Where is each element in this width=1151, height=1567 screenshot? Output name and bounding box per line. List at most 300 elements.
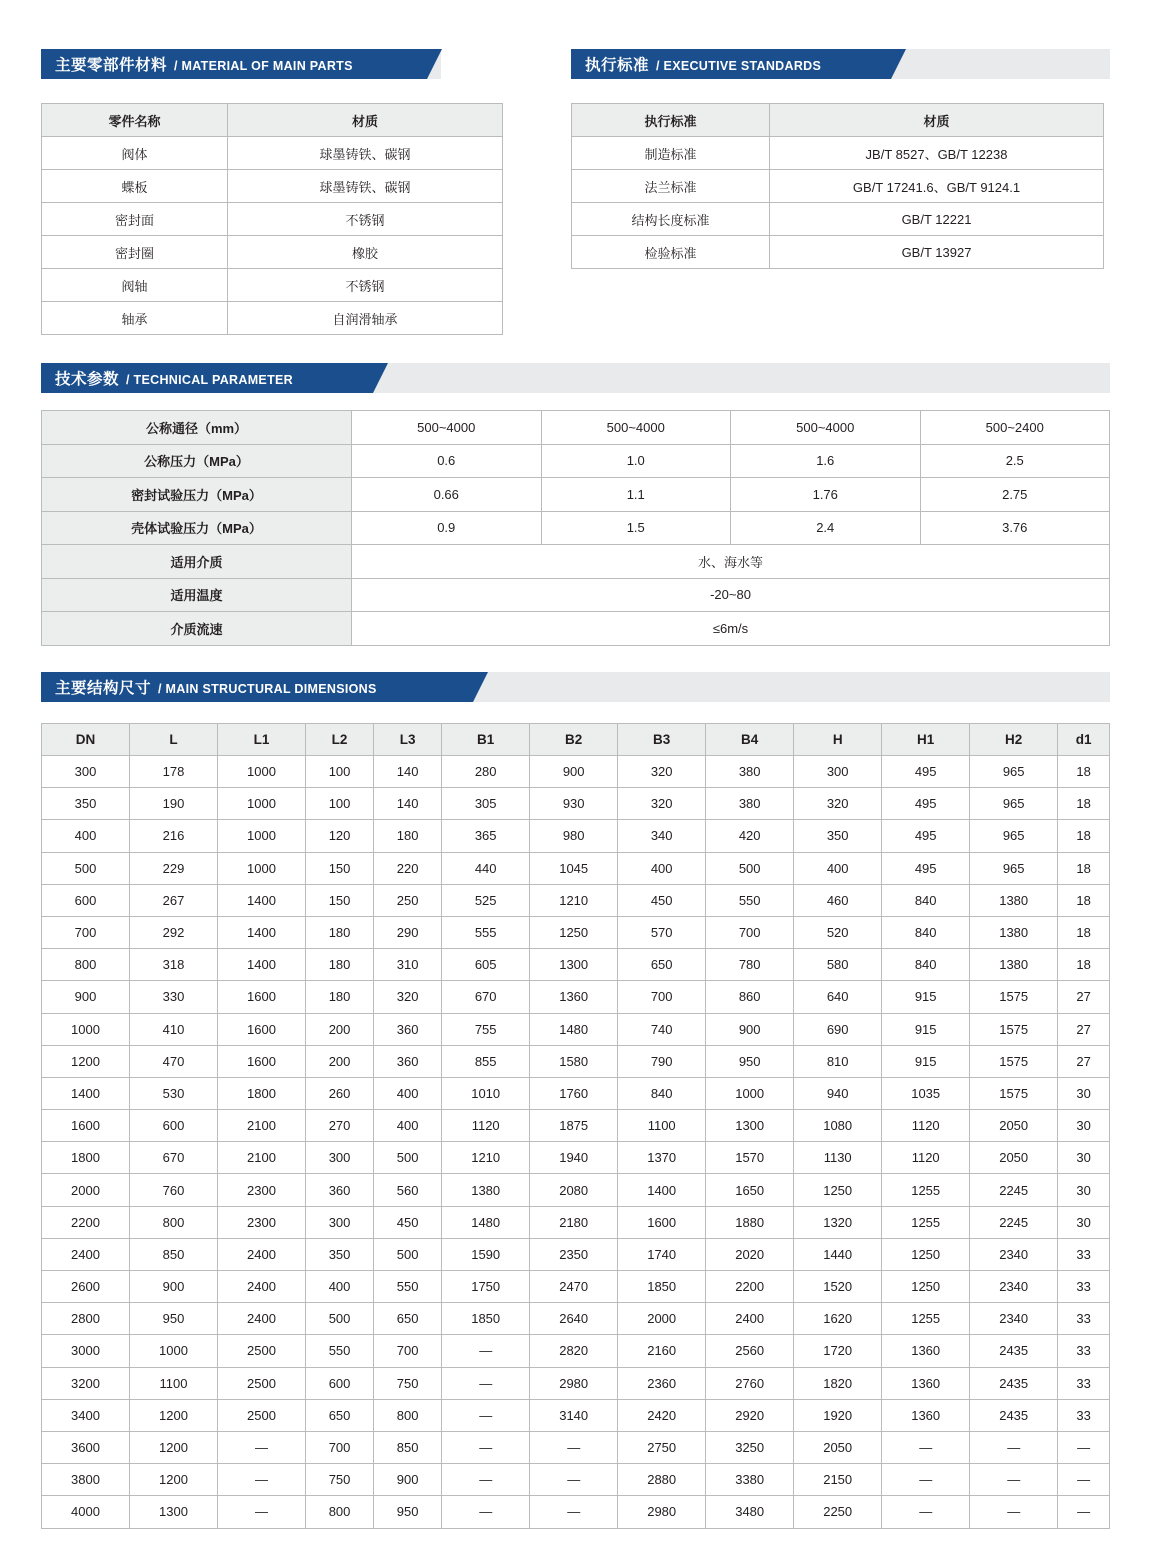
table-header-row: [572, 104, 1104, 137]
cell-dimension: 30: [1058, 1142, 1110, 1174]
table-row: [42, 170, 503, 203]
cell-dimension: 900: [530, 756, 618, 788]
cell-dimension: 530: [130, 1077, 218, 1109]
cell-dimension: —: [530, 1496, 618, 1528]
cell-dimension: —: [442, 1464, 530, 1496]
cell-dimension: 1875: [530, 1110, 618, 1142]
cell-standard-name: 制造标准: [572, 137, 770, 170]
cell-dimension: 1255: [882, 1206, 970, 1238]
cell-value: 0.66: [352, 478, 542, 512]
column-header: L: [130, 724, 218, 756]
cell-dimension: 2050: [794, 1431, 882, 1463]
cell-dimension: —: [218, 1464, 306, 1496]
cell-dimension: 180: [306, 981, 374, 1013]
table-row: [42, 1464, 1110, 1496]
cell-dimension: 2245: [970, 1206, 1058, 1238]
cell-dimension: 365: [442, 820, 530, 852]
cell-dimension: 1600: [218, 1045, 306, 1077]
cell-dimension: 350: [794, 820, 882, 852]
table-row: [42, 916, 1110, 948]
row-label: 公称压力（MPa）: [42, 444, 352, 478]
cell-dimension: 1200: [130, 1431, 218, 1463]
cell-dimension: 460: [794, 884, 882, 916]
column-header: H1: [882, 724, 970, 756]
cell-dimension: 1000: [218, 756, 306, 788]
cell-dimension: 2435: [970, 1399, 1058, 1431]
cell-dimension: 140: [374, 788, 442, 820]
cell-dimension: 2250: [794, 1496, 882, 1528]
column-header: B1: [442, 724, 530, 756]
cell-dimension: 216: [130, 820, 218, 852]
cell-dimension: 740: [618, 1013, 706, 1045]
cell-dimension: 300: [306, 1206, 374, 1238]
cell-dimension: 855: [442, 1045, 530, 1077]
cell-dn: 600: [42, 884, 130, 916]
cell-dimension: 2500: [218, 1399, 306, 1431]
cell-dn: 3600: [42, 1431, 130, 1463]
cell-dimension: 1360: [882, 1399, 970, 1431]
cell-dimension: 1250: [882, 1238, 970, 1270]
cell-dimension: 700: [306, 1431, 374, 1463]
table-row: [42, 1077, 1110, 1109]
cell-value-merged: 水、海水等: [352, 545, 1110, 579]
cell-dimension: 360: [374, 1013, 442, 1045]
cell-dimension: 1940: [530, 1142, 618, 1174]
cell-dimension: 320: [618, 788, 706, 820]
column-header: L3: [374, 724, 442, 756]
cell-dimension: 2400: [218, 1271, 306, 1303]
cell-material: 不锈钢: [228, 203, 503, 236]
cell-dimension: 220: [374, 852, 442, 884]
cell-dimension: 1360: [530, 981, 618, 1013]
section-header-titles: [571, 53, 821, 75]
section-title-cn: 技术参数: [55, 371, 120, 388]
cell-dn: 500: [42, 852, 130, 884]
cell-dimension: 1000: [706, 1077, 794, 1109]
cell-dimension: 670: [442, 981, 530, 1013]
table-row: [572, 236, 1104, 269]
cell-dimension: 2160: [618, 1335, 706, 1367]
cell-dimension: 1570: [706, 1142, 794, 1174]
table-row: [42, 269, 503, 302]
cell-material: 不锈钢: [228, 269, 503, 302]
cell-dimension: 320: [794, 788, 882, 820]
cell-dimension: 495: [882, 852, 970, 884]
cell-dimension: 1380: [442, 1174, 530, 1206]
cell-dimension: —: [530, 1464, 618, 1496]
table-row: [42, 545, 1110, 579]
cell-dimension: 400: [374, 1110, 442, 1142]
cell-dimension: 100: [306, 788, 374, 820]
cell-dimension: 150: [306, 884, 374, 916]
cell-dimension: 33: [1058, 1303, 1110, 1335]
section-header-standards: [571, 49, 1110, 79]
cell-value: 500~4000: [731, 411, 921, 445]
cell-dimension: 18: [1058, 916, 1110, 948]
cell-dimension: —: [530, 1431, 618, 1463]
cell-dimension: 950: [706, 1045, 794, 1077]
cell-dimension: 980: [530, 820, 618, 852]
table-row: [42, 884, 1110, 916]
cell-value: 2.75: [920, 478, 1110, 512]
section-header-material: [41, 49, 441, 79]
cell-dimension: 1880: [706, 1206, 794, 1238]
cell-dimension: 318: [130, 949, 218, 981]
cell-dimension: 800: [306, 1496, 374, 1528]
cell-dimension: 2400: [218, 1238, 306, 1270]
cell-dimension: 340: [618, 820, 706, 852]
cell-dimension: 570: [618, 916, 706, 948]
cell-dn: 3400: [42, 1399, 130, 1431]
cell-dimension: 965: [970, 788, 1058, 820]
column-header: L1: [218, 724, 306, 756]
cell-dimension: 550: [374, 1271, 442, 1303]
cell-part-name: 密封面: [42, 203, 228, 236]
cell-dn: 300: [42, 756, 130, 788]
cell-value: 2.5: [920, 444, 1110, 478]
cell-dn: 350: [42, 788, 130, 820]
table-row: [42, 203, 503, 236]
cell-dimension: 350: [306, 1238, 374, 1270]
cell-dimension: 2400: [218, 1303, 306, 1335]
cell-dimension: 1300: [130, 1496, 218, 1528]
cell-dimension: 2150: [794, 1464, 882, 1496]
cell-dimension: 605: [442, 949, 530, 981]
cell-dn: 2400: [42, 1238, 130, 1270]
row-label: 壳体试验压力（MPa）: [42, 511, 352, 545]
cell-dimension: —: [1058, 1431, 1110, 1463]
cell-dimension: 650: [374, 1303, 442, 1335]
cell-dimension: 500: [306, 1303, 374, 1335]
cell-dimension: 2180: [530, 1206, 618, 1238]
table-row: [42, 1045, 1110, 1077]
cell-dn: 2800: [42, 1303, 130, 1335]
column-header: B2: [530, 724, 618, 756]
table-row: [572, 137, 1104, 170]
cell-dimension: 1200: [130, 1399, 218, 1431]
table-row: [42, 1142, 1110, 1174]
row-label: 公称通径（mm）: [42, 411, 352, 445]
cell-dimension: 1255: [882, 1174, 970, 1206]
cell-dn: 800: [42, 949, 130, 981]
cell-dn: 1600: [42, 1110, 130, 1142]
cell-dimension: 2640: [530, 1303, 618, 1335]
cell-part-name: 蝶板: [42, 170, 228, 203]
cell-dimension: 1080: [794, 1110, 882, 1142]
cell-dimension: 1400: [218, 949, 306, 981]
cell-dimension: 292: [130, 916, 218, 948]
cell-dimension: 2400: [706, 1303, 794, 1335]
cell-dimension: 2000: [618, 1303, 706, 1335]
cell-value: 1.1: [541, 478, 731, 512]
cell-dimension: 229: [130, 852, 218, 884]
cell-dimension: 1820: [794, 1367, 882, 1399]
table-row: [42, 137, 503, 170]
cell-dimension: 2920: [706, 1399, 794, 1431]
cell-dimension: 1760: [530, 1077, 618, 1109]
cell-dimension: 500: [374, 1238, 442, 1270]
cell-dimension: 670: [130, 1142, 218, 1174]
cell-dimension: —: [970, 1464, 1058, 1496]
cell-dimension: 1575: [970, 1013, 1058, 1045]
cell-dimension: 915: [882, 1045, 970, 1077]
cell-value: 1.5: [541, 511, 731, 545]
cell-dimension: 950: [374, 1496, 442, 1528]
cell-dimension: 500: [706, 852, 794, 884]
cell-dimension: 1600: [218, 1013, 306, 1045]
cell-dimension: 305: [442, 788, 530, 820]
dimensions-table: [41, 723, 1110, 1529]
cell-dimension: 2080: [530, 1174, 618, 1206]
cell-dimension: 1255: [882, 1303, 970, 1335]
cell-dimension: 180: [306, 916, 374, 948]
table-row: [42, 852, 1110, 884]
table-row: [42, 1399, 1110, 1431]
table-row: [42, 612, 1110, 646]
cell-dimension: 1000: [130, 1335, 218, 1367]
table-row: [42, 756, 1110, 788]
cell-dimension: 840: [882, 884, 970, 916]
standards-table-wrapper: [571, 103, 1104, 269]
cell-value: 500~2400: [920, 411, 1110, 445]
cell-dimension: 1130: [794, 1142, 882, 1174]
cell-dn: 1400: [42, 1077, 130, 1109]
cell-dimension: 18: [1058, 820, 1110, 852]
cell-dimension: 290: [374, 916, 442, 948]
table-row: [42, 820, 1110, 852]
table-row: [42, 302, 503, 335]
column-header: 执行标准: [572, 104, 770, 137]
cell-dimension: 550: [706, 884, 794, 916]
cell-dimension: 600: [306, 1367, 374, 1399]
cell-dimension: 2350: [530, 1238, 618, 1270]
cell-dimension: 380: [706, 788, 794, 820]
cell-dimension: 580: [794, 949, 882, 981]
table-row: [42, 1206, 1110, 1238]
column-header: H: [794, 724, 882, 756]
column-header: 零件名称: [42, 104, 228, 137]
cell-dimension: —: [218, 1431, 306, 1463]
cell-dimension: 250: [374, 884, 442, 916]
table-row: [42, 1367, 1110, 1399]
cell-standard-value: JB/T 8527、GB/T 12238: [770, 137, 1104, 170]
cell-dimension: 2750: [618, 1431, 706, 1463]
cell-dimension: 2340: [970, 1271, 1058, 1303]
cell-dimension: 1520: [794, 1271, 882, 1303]
cell-value: 1.76: [731, 478, 921, 512]
cell-dimension: 2340: [970, 1238, 1058, 1270]
cell-value-merged: ≤6m/s: [352, 612, 1110, 646]
cell-dn: 3800: [42, 1464, 130, 1496]
cell-dimension: 3140: [530, 1399, 618, 1431]
cell-dimension: 860: [706, 981, 794, 1013]
cell-dimension: 2200: [706, 1271, 794, 1303]
cell-part-name: 轴承: [42, 302, 228, 335]
section-title-cn: 主要结构尺寸: [55, 680, 152, 697]
cell-dimension: 1360: [882, 1335, 970, 1367]
cell-dimension: 930: [530, 788, 618, 820]
cell-dimension: 965: [970, 852, 1058, 884]
cell-dimension: 400: [306, 1271, 374, 1303]
cell-dimension: 200: [306, 1013, 374, 1045]
cell-dimension: 360: [306, 1174, 374, 1206]
material-table-wrapper: [41, 103, 503, 335]
cell-dimension: 180: [306, 949, 374, 981]
cell-value: 3.76: [920, 511, 1110, 545]
cell-dimension: 410: [130, 1013, 218, 1045]
cell-dimension: 850: [130, 1238, 218, 1270]
dimensions-table-wrapper: [41, 723, 1110, 1529]
cell-dimension: 2470: [530, 1271, 618, 1303]
cell-dimension: 1575: [970, 1045, 1058, 1077]
cell-dimension: 900: [374, 1464, 442, 1496]
cell-dimension: 440: [442, 852, 530, 884]
cell-dimension: 178: [130, 756, 218, 788]
cell-dimension: 915: [882, 1013, 970, 1045]
cell-dimension: 1250: [530, 916, 618, 948]
cell-dimension: 965: [970, 820, 1058, 852]
cell-dimension: 500: [374, 1142, 442, 1174]
table-row: [42, 1271, 1110, 1303]
cell-dimension: —: [1058, 1496, 1110, 1528]
cell-dimension: 2100: [218, 1110, 306, 1142]
cell-dimension: 300: [306, 1142, 374, 1174]
table-header-row: [42, 104, 503, 137]
cell-dn: 700: [42, 916, 130, 948]
cell-dimension: 1210: [442, 1142, 530, 1174]
cell-dimension: 30: [1058, 1077, 1110, 1109]
cell-dimension: 555: [442, 916, 530, 948]
cell-dimension: 700: [374, 1335, 442, 1367]
standards-table: [571, 103, 1104, 269]
material-table: [41, 103, 503, 335]
table-row: [42, 788, 1110, 820]
cell-dimension: 18: [1058, 852, 1110, 884]
cell-dimension: 310: [374, 949, 442, 981]
cell-dimension: 1010: [442, 1077, 530, 1109]
cell-dimension: —: [442, 1431, 530, 1463]
cell-dimension: 1100: [618, 1110, 706, 1142]
cell-dimension: 550: [306, 1335, 374, 1367]
cell-dn: 400: [42, 820, 130, 852]
cell-dimension: 33: [1058, 1399, 1110, 1431]
cell-dimension: 840: [618, 1077, 706, 1109]
cell-dimension: 2245: [970, 1174, 1058, 1206]
cell-dimension: 2050: [970, 1110, 1058, 1142]
cell-dimension: 1120: [882, 1142, 970, 1174]
cell-dimension: 1360: [882, 1367, 970, 1399]
table-row: [42, 1013, 1110, 1045]
cell-material: 橡胶: [228, 236, 503, 269]
cell-dimension: 965: [970, 756, 1058, 788]
cell-dimension: 33: [1058, 1271, 1110, 1303]
cell-dn: 2200: [42, 1206, 130, 1238]
cell-dimension: 780: [706, 949, 794, 981]
cell-dimension: 1210: [530, 884, 618, 916]
cell-dimension: 3380: [706, 1464, 794, 1496]
cell-dn: 2000: [42, 1174, 130, 1206]
cell-dimension: 27: [1058, 1045, 1110, 1077]
row-label: 密封试验压力（MPa）: [42, 478, 352, 512]
cell-dimension: —: [970, 1496, 1058, 1528]
cell-material: 球墨铸铁、碳钢: [228, 137, 503, 170]
cell-dimension: 1580: [530, 1045, 618, 1077]
cell-dimension: 1300: [530, 949, 618, 981]
column-header: 材质: [770, 104, 1104, 137]
cell-dimension: 18: [1058, 788, 1110, 820]
cell-dimension: 1250: [794, 1174, 882, 1206]
table-row: [42, 1335, 1110, 1367]
cell-dimension: 27: [1058, 981, 1110, 1013]
cell-part-name: 密封圈: [42, 236, 228, 269]
cell-standard-name: 检验标准: [572, 236, 770, 269]
cell-dimension: 140: [374, 756, 442, 788]
cell-dimension: 640: [794, 981, 882, 1013]
cell-dimension: 1370: [618, 1142, 706, 1174]
cell-dimension: 790: [618, 1045, 706, 1077]
cell-dimension: 27: [1058, 1013, 1110, 1045]
cell-dimension: 2100: [218, 1142, 306, 1174]
cell-dimension: —: [218, 1496, 306, 1528]
technical-table-wrapper: [41, 410, 1110, 646]
cell-dn: 3200: [42, 1367, 130, 1399]
cell-dimension: 260: [306, 1077, 374, 1109]
cell-dimension: 915: [882, 981, 970, 1013]
cell-dimension: 2980: [530, 1367, 618, 1399]
cell-dimension: 2500: [218, 1367, 306, 1399]
cell-dimension: 760: [130, 1174, 218, 1206]
cell-dimension: 900: [706, 1013, 794, 1045]
table-row: [42, 1110, 1110, 1142]
column-header: 材质: [228, 104, 503, 137]
cell-dimension: 1440: [794, 1238, 882, 1270]
cell-dimension: 2980: [618, 1496, 706, 1528]
cell-dn: 900: [42, 981, 130, 1013]
cell-dimension: 18: [1058, 756, 1110, 788]
column-header: DN: [42, 724, 130, 756]
cell-dimension: 600: [130, 1110, 218, 1142]
section-title-en: / EXECUTIVE STANDARDS: [656, 59, 822, 73]
cell-dimension: 1740: [618, 1238, 706, 1270]
cell-dimension: 1850: [442, 1303, 530, 1335]
cell-dimension: 800: [374, 1399, 442, 1431]
cell-dimension: 1120: [882, 1110, 970, 1142]
cell-dimension: 2435: [970, 1335, 1058, 1367]
section-header-technical: [41, 363, 1110, 393]
row-label: 介质流速: [42, 612, 352, 646]
cell-dimension: 495: [882, 756, 970, 788]
cell-dimension: 3250: [706, 1431, 794, 1463]
section-title-en: / TECHNICAL PARAMETER: [126, 373, 293, 387]
cell-dimension: 755: [442, 1013, 530, 1045]
cell-value: 1.6: [731, 444, 921, 478]
table-row: [42, 949, 1110, 981]
cell-dimension: 650: [618, 949, 706, 981]
cell-dimension: 1480: [530, 1013, 618, 1045]
cell-dimension: 800: [130, 1206, 218, 1238]
cell-dimension: 700: [706, 916, 794, 948]
cell-dimension: —: [882, 1464, 970, 1496]
section-title-en: / MAIN STRUCTURAL DIMENSIONS: [158, 682, 377, 696]
cell-dimension: 30: [1058, 1110, 1110, 1142]
cell-dimension: 525: [442, 884, 530, 916]
cell-value: 0.9: [352, 511, 542, 545]
table-row: [42, 1431, 1110, 1463]
cell-standard-value: GB/T 12221: [770, 203, 1104, 236]
cell-dimension: 190: [130, 788, 218, 820]
cell-dimension: 300: [794, 756, 882, 788]
cell-dimension: 420: [706, 820, 794, 852]
